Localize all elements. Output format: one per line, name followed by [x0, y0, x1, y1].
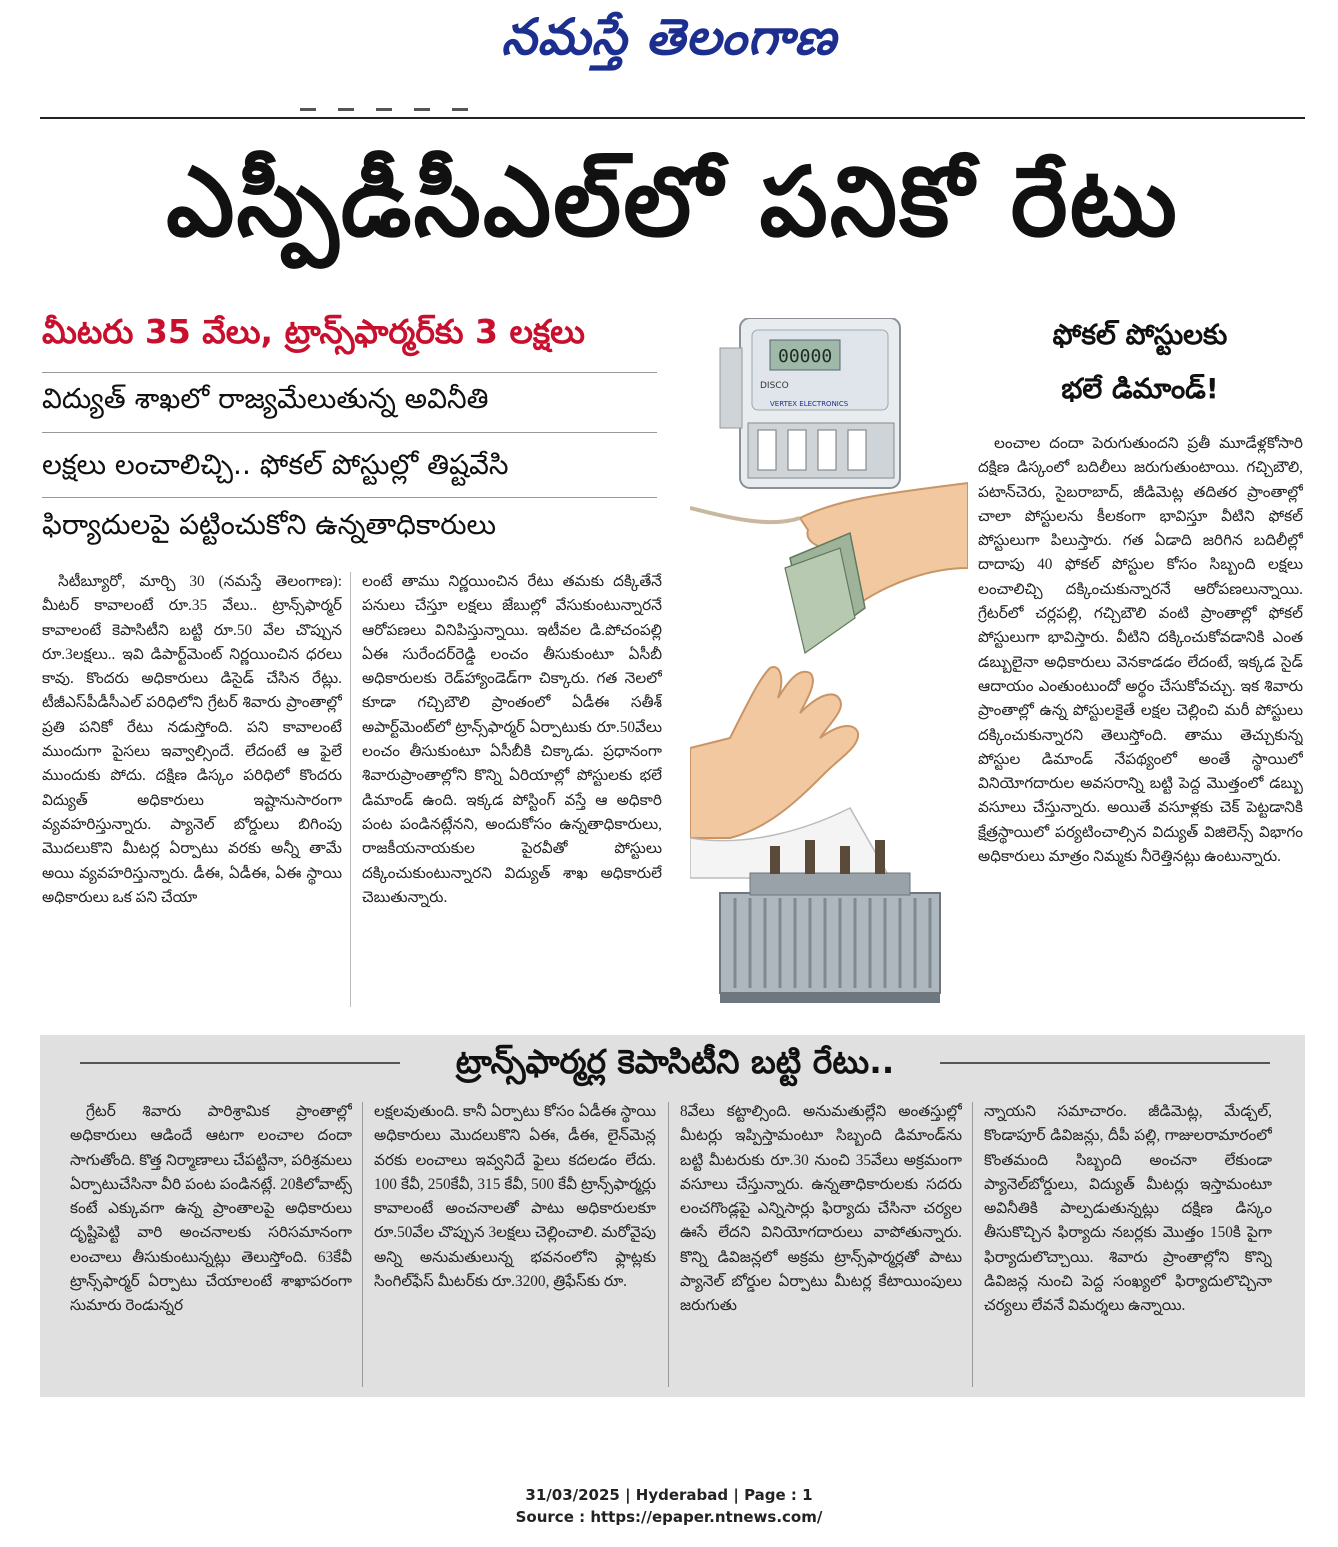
article-paragraph: సిటీబ్యూరో, మార్చి 30 (నమస్తే తెలంగాణ): మీటర్ కావాలంటే రూ.35 వేలు.. ట్రాన్స్‌ఫార్మర్ కావాలంటే కెపాసిటీని బట్టి రూ.50 వేల చొప్పున రూ.3లక్షలు.. ఇవి డిపార్ట్‌మెంట్ నిర్ణయించిన ధరలు కావు. కొందరు అధికారులు డిసైడ్ చేసిన రేట్లు. టీజీఎస్‌పీడీసీఎల్ పరిధిలోని గ్రేటర్ శివారు ప్రాంతాల్లో ప్రతి పనికో రేటు నడుస్తోంది. పని కావాలంటే ముందుగా పైసలు ఇవ్వాల్సిందే. లేదంటే ఆ ఫైలే ముందుకు పోదు. దక్షిణ డిస్కం పరిధిలో కొందరు విద్యుత్ అధికారులు ఇష్టానుసారంగా వ్యవహరిస్తున్నారు. ప్యానెల్ బోర్డులు బిగింపు మొదలుకొని మీటర్ల ఏర్పాటు వరకు అన్నీ తామే అయి వ్యవహరిస్తున్నారు. డీఈ, ఏడీఈ, ఏఈ స్థాయి అధికారులు ఒక పని చేయా [42, 573, 342, 906]
box-column-1 [70, 1100, 352, 1390]
sidebar-column [978, 432, 1303, 1012]
meter-reading: 00000 [778, 346, 833, 367]
masthead-logo: నమస్తే తెలంగాణ [501, 8, 837, 66]
box-column-4 [984, 1100, 1272, 1390]
electricity-meter-icon [720, 318, 900, 488]
deck-line: లక్షలు లంచాలిచ్చి.. ఫోకల్ పోస్టుల్లో తిష్టవేసి [42, 448, 509, 481]
deck-line: విద్యుత్ శాఖలో రాజ్యమేలుతున్న అవినీతి [42, 382, 489, 415]
divider [42, 432, 657, 433]
box-heading [80, 1042, 1270, 1089]
article-subheadline: మీటరు 35 వేలు, ట్రాన్స్‌ఫార్మర్‌కు 3 లక్షలు [42, 312, 585, 351]
meter-disco-label: DISCO [760, 381, 789, 391]
column-divider [972, 1102, 973, 1387]
masthead-rule [40, 117, 1305, 119]
column-divider [668, 1102, 669, 1387]
footer-date-line: 31/03/2025 | Hyderabad | Page : 1 [525, 1486, 813, 1504]
sidebar-heading: భలే డిమాండ్! [1061, 372, 1219, 405]
sidebar-heading: ఫోకల్ పోస్టులకు [1052, 318, 1228, 351]
hand-with-cash-icon [690, 483, 968, 653]
box-paragraph: గ్రేటర్ శివారు పారిశ్రామిక ప్రాంతాల్లో అధికారులు ఆడిందే ఆటగా లంచాల దందా సాగుతోంది. కొత్త నిర్మాణాలు చేపట్టినా, పరిశ్రమలు ఏర్పాటుచేసినా వీరి పంట పండినట్లే. 20కిలోవాట్స్ కంటే ఎక్కువగా ఉన్న ప్రాంతాలపై అధికారులు దృష్టిపెట్టి వారి అంచనాలకు సరిసమానంగా లంచాలు తీసుకుంటున్నట్లు తెలుస్తోంది. 63కేవీ ట్రాన్స్‌ఫార్మర్ ఏర్పాటు చేయాలంటే శాఖాపరంగా సుమారు రెండున్నర [70, 1103, 352, 1315]
footer-source-line: Source : https://epaper.ntnews.com/ [515, 1508, 823, 1526]
column-divider [350, 572, 351, 1007]
box-paragraph: లక్షలవుతుంది. కానీ ఏర్పాటు కోసం ఏడీఈ స్థాయి అధికారులు మొదలుకొని ఏఈ, డీఈ, లైన్‌మెన్ల వరకు లంచాలు ఇవ్వనిదే ఫైలు కదలడం లేదు. 100 కేవీ, 250కేవీ, 315 కేవీ, 500 కేవీ ట్రాన్స్‌ఫార్మర్లు కావాలంటే అంచనాలతో పాటు అధికారులకూ రూ.50వేల చొప్పున 3లక్షలు చెల్లించాలి. మరోవైపు అన్ని అనుమతులున్న భవనంలోని ఫ్లాట్లకు సింగిల్‌ఫేస్ మీటర్‌కు రూ.3200, త్రిఫేస్‌కు రూ. [374, 1103, 656, 1291]
box-column-3 [680, 1100, 962, 1390]
article-column-1 [42, 570, 342, 1010]
sidebar-paragraph: లంచాల దందా పెరుగుతుందని ప్రతీ మూడేళ్లకోసారి దక్షిణ డిస్కంలో బదిలీలు జరుగుతుంటాయి. గచ్చిబౌలి, పటాన్‌చెరు, సైబరాబాద్, జీడిమెట్ల తదితర ప్రాంతాల్లో చాలా పోస్టులను కీలకంగా భావిస్తూ వీటిని ఫోకల్ పోస్టులుగా పిలుస్తారు. గత ఏడాది జరిగిన బదిలీల్లో దాదాపు 40 ఫోకల్ పోస్టుల కోసం సిబ్బంది లక్షలు లంచాలిచ్చి దక్కించుకున్నారనే ఆరోపణలున్నాయి. గ్రేటర్‌లో చర్లపల్లి, గచ్చిబౌలి వంటి ప్రాంతాల్లో ఫోకల్ పోస్టులుగా భావిస్తారు. వీటిని దక్కించుకోవడానికి ఎంత డబ్బులైనా అధికారులు వెనకాడడం లేదంటే, ఇక్కడ సైడ్ ఆదాయం ఎంతుంటుందో అర్థం చేసుకోవచ్చు. ఇక శివారు ప్రాంతాల్లో ఉన్న పోస్టులకైతే లక్షల చెల్లించి మరీ పోస్టులు దక్కించుకున్నారని తెలుస్తోంది. తాము తెచ్చుకున్న పోస్టుల డిమాండ్ నేపథ్యంలో అంతే స్థాయిలో వినియోగదారుల అవసరాన్ని బట్టి పెద్ద మొత్తంలో డబ్బు వసూలు చేస్తున్నారు. అయితే వసూళ్లకు చెక్ పెట్టడానికి క్షేత్రస్థాయిలో పర్యటించాల్సిన విద్యుత్ విజిలెన్స్ విభాగం అధికారులు మాత్రం నిమ్మకు నీరెత్తినట్లు ఉంటున్నారు. [978, 435, 1303, 866]
box-paragraph: 8వేలు కట్టాల్సింది. అనుమతుల్లేని అంతస్తుల్లో మీటర్లు ఇప్పిస్తామంటూ సిబ్బంది డిమాండ్‌ను బట్టి మీటరుకు రూ.30 నుంచి 35వేలు అక్రమంగా వసూలు చేస్తున్నారు. ఉన్నతాధికారులకు సదరు లంచగొండ్లపై ఎన్నిసార్లు ఫిర్యాదు చేసినా చర్యల ఊసే లేదని వినియోగదారులు వాపోతున్నారు. కొన్ని డివిజన్లలో అక్రమ ట్రాన్స్‌ఫార్మర్లతో పాటు ప్యానెల్ బోర్డుల ఏర్పాటు మీటర్ల కేటాయింపులు జరుగుతు [680, 1103, 962, 1315]
divider [42, 497, 657, 498]
column-divider [362, 1102, 363, 1387]
box-paragraph: న్నాయని సమాచారం. జీడిమెట్ల, మేడ్చల్, కొండాపూర్ డివిజన్లు, దీపీ పల్లి, గాజులరామారంలో కొంతమంది సిబ్బంది అంచనా లేకుండా ప్యానెల్‌బోర్డులు, విద్యుత్ మీటర్లు ఇస్తామంటూ అవినీతికి పాల్పడుతున్నట్లు దక్షిణ డిస్కం తీసుకొచ్చిన ఫిర్యాదు నబర్లకు మొత్తం 150కి పైగా ఫిర్యాదులొచ్చాయి. శివారు ప్రాంతాల్లోని కొన్ని డివిజన్ల నుంచి పెద్ద సంఖ్యలో ఫిర్యాదులొచ్చినా చర్యలు లేవనే విమర్శలు ఉన్నాయి. [984, 1103, 1272, 1315]
divider [42, 372, 657, 373]
bribe-illustration [690, 318, 968, 1008]
article-headline: ఎస్పీడీసీఎల్‌లో పనికో రేటు [166, 146, 1179, 258]
masthead-tagline-marks [300, 96, 600, 106]
box-heading-text: ట్రాన్స్‌ఫార్మర్ల కెపాసిటీని బట్టి రేటు.. [438, 1042, 913, 1081]
article-paragraph: లంటే తాము నిర్ణయించిన రేటు తమకు దక్కితేనే పనులు చేస్తూ లక్షలు జేబుల్లో వేసుకుంటున్నారనే ఆరోపణలు వినిపిస్తున్నాయి. ఇటీవల డి.పోచంపల్లి ఏఈ సురేందర్‌రెడ్డి లంచం తీసుకుంటూ ఏసీబీ అధికారులకు రెడ్‌హ్యాండెడ్‌గా చిక్కారు. గత నెలలో కూడా గచ్చిబౌలి ప్రాంతంలో ఏడీఈ సతీశ్ అపార్ట్‌మెంట్‌లో ట్రాన్స్‌ఫార్మర్ ఏర్పాటుకు రూ.50వేలు లంచం తీసుకుంటూ ఏసీబీకి చిక్కాడు. ప్రధానంగా శివారుప్రాంతాల్లోని కొన్ని ఏరియాల్లో పోస్టులకు భలే డిమాండ్ ఉంది. ఇక్కడ పోస్టింగ్ వస్తే ఆ అధికారి పంట పండినట్లేనని, అందుకోసం ఉన్నతాధికారులు, రాజకీయనాయకుల పైరవీతో పోస్టులు దక్కించుకుంటున్నారని విద్యుత్ శాఖ అధికారులే చెబుతున్నారు. [362, 573, 662, 906]
meter-brand: VERTEX ELECTRONICS [770, 400, 849, 408]
article-column-2 [362, 570, 662, 1010]
box-column-2 [374, 1100, 656, 1390]
open-hand-icon [690, 667, 890, 878]
deck-line: ఫిర్యాదులపై పట్టించుకోని ఉన్నతాధికారులు [42, 508, 497, 541]
